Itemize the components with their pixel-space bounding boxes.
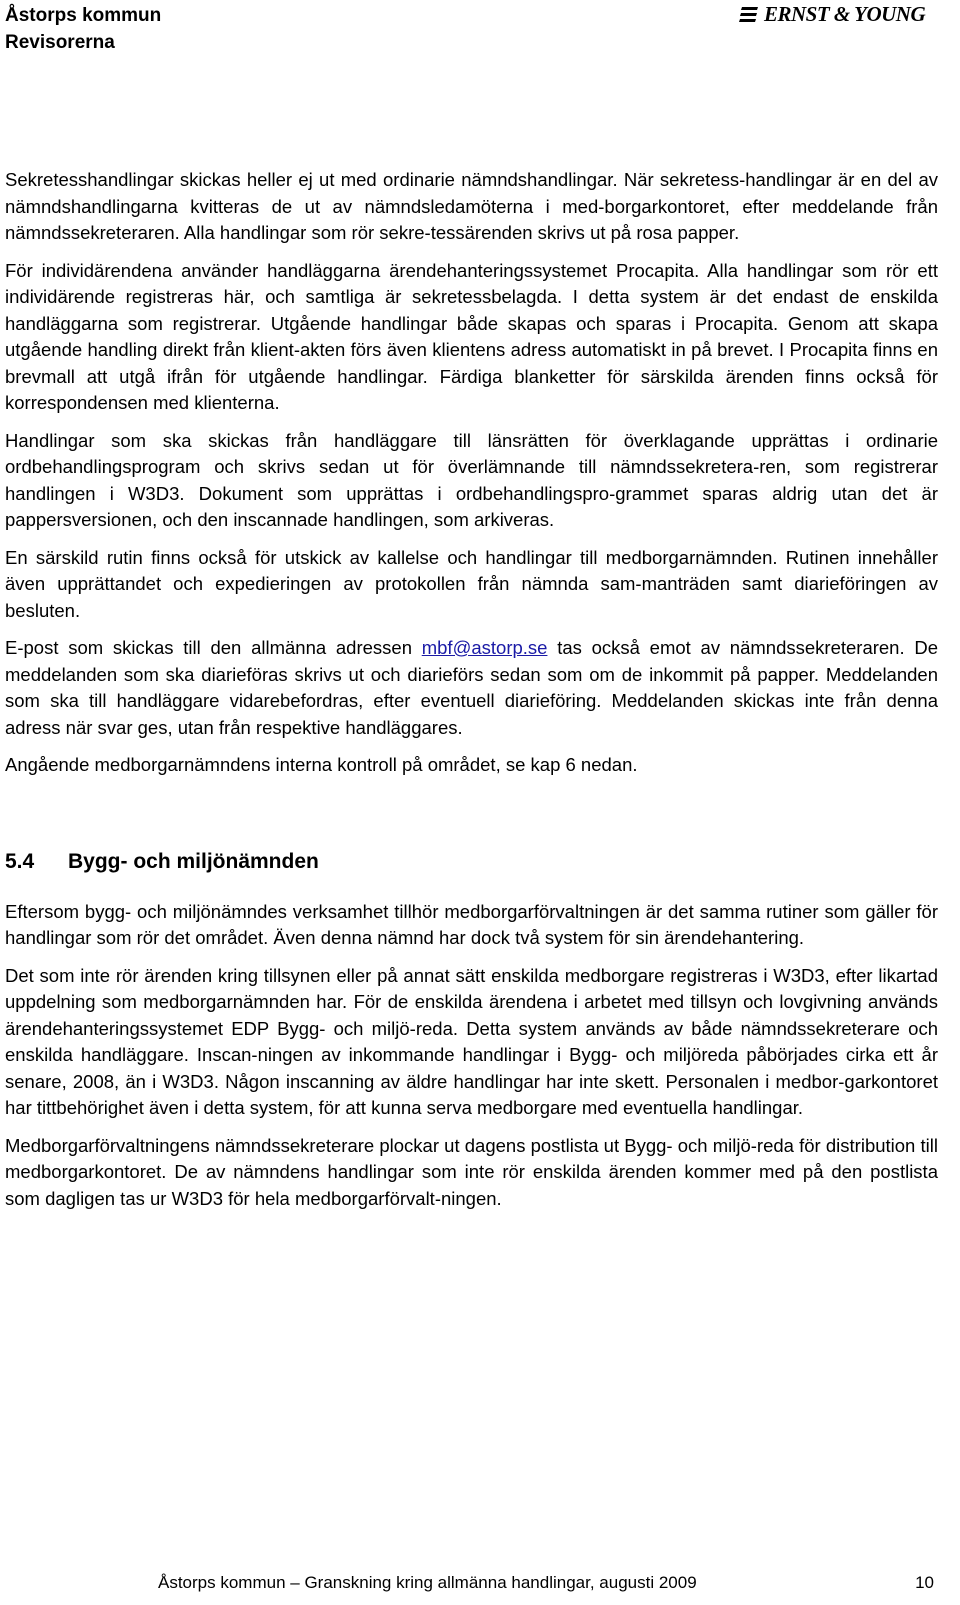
paragraph: Medborgarförvaltningens nämndssekreterare plockar ut dagens postlista ut Bygg- och miljö-reda för distribution till medborgarkontoret. De av nämndens handlingar som inte rör enskilda ärenden kommer med på den postlista som dagligen tas ur W3D3 för hela medborgarförvalt-ningen. [5,1134,938,1209]
paragraph: Handlingar som ska skickas från handläggare till länsrätten för överklagande upprättas i ordinarie ordbehandlingsprogram och skrivs sedan ut för överlämnande till nämndssekretera-ren, som registrerar handlingen i W3D3. Dokument som upprättas i ordbehandlingspro-grammet sparas aldrig utan det är pappersversionen, och den inscannade handlingen, som arkiveras. [5,429,938,530]
paragraph: Eftersom bygg- och miljönämndes verksamhet tillhör medborgarförvaltningen är det samma rutiner som gäller för handlingar som rör det området. Även denna nämnd har dock två system för sin ärendehantering. [5,900,938,948]
ey-logo-icon [738,5,760,25]
ernst-young-logo [738,2,925,27]
paragraph-text: tas också emot av nämndssekreteraren. De meddelanden som ska diarieföras skrivs ut och diarieförs sedan som om de inkommit på papper. Meddelanden som ska till handläggare vidarebefordras, efter eventuell diarieföring. Meddelanden skickas inte från denna adress när svar ges, utan från respektive handläggares. [5,637,938,738]
paragraph-text: E-post som skickas till den allmänna adressen [5,637,422,658]
header-org: Åstorps kommun [5,5,162,26]
section-number: 5.4 [5,849,35,873]
email-link[interactable]: mbf@astorp.se [421,637,548,658]
page-footer [158,1572,934,1594]
section-heading [5,847,938,877]
paragraph: Angående medborgarnämndens interna kontroll på området, se kap 6 nedan. [5,754,638,775]
page-number: 10 [915,1573,934,1592]
footer-text: Åstorps kommun – Granskning kring allmänna handlingar, augusti 2009 [158,1573,697,1592]
paragraph [5,635,938,741]
section-title: Bygg- och miljönämnden [68,849,319,873]
paragraph: En särskild rutin finns också för utskick av kallelse och handlingar till medborgarnämnden. Rutinen innehåller även upprättandet och expedieringen av protokollen från nämnda sam-manträden samt diarieföringen av besluten. [5,546,938,621]
paragraph: För individärendena använder handläggarna ärendehanteringssystemet Procapita. Alla handlingar som rör ett individärende registreras här, och samtliga är sekretessbelagda. I detta system är det endast de enskilda handläggarna som registrerar. Utgående handlingar både skapas och sparas i Procapita. Genom att skapa utgående handling direkt från klient-akten förs även klientens adress automatiskt in på brevet. I Procapita finns en brevmall att utgå ifrån för utgående handlingar. Färdiga blanketter för särskilda ärenden finns också för korrespondensen med klienterna. [5,259,938,413]
paragraph: Sekretesshandlingar skickas heller ej ut med ordinarie nämndshandlingar. När sekretess-handlingar är en del av nämndshandlingarna kvitteras de ut av nämndsledamöterna i med-borgarkontoret, efter meddelande från nämndssekreteraren. Alla handlingar som rör sekre-tessärenden skrivs ut på rosa papper. [5,169,938,243]
logo-text: ERNST & YOUNG [764,2,926,26]
header-dept: Revisorerna [5,32,115,53]
page-header [5,2,161,56]
paragraph: Det som inte rör ärenden kring tillsynen eller på annat sätt enskilda medborgare registreras i W3D3, efter likartad uppdelning som medborgarnämnden har. För de enskilda ärendena i arbetet med tillsyn och lovgivning används ärendehanteringssystemet EDP Bygg- och miljö-reda. Detta system används av både nämndssekreterare och enskilda handläggare. Inscan-ningen av inkommande handlingar i Bygg- och miljöreda påbörjades cirka ett år senare, 2008, än i W3D3. Någon inscanning av äldre handlingar har inte skett. Personalen i medbor-garkontoret har tittbehörighet även i detta system, för att kunna serva medborgare med eventuella handlingar. [5,964,938,1118]
document-body [5,167,938,1223]
